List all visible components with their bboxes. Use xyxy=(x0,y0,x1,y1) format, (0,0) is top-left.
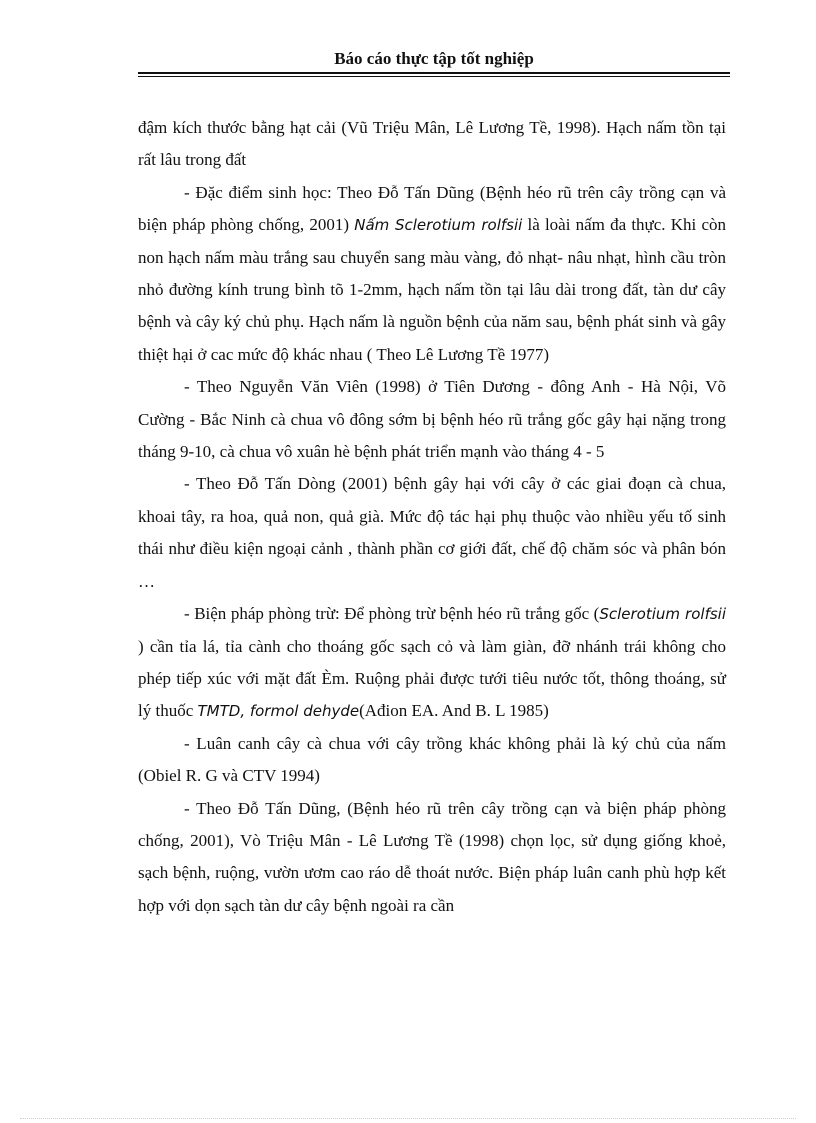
header-rule-thin xyxy=(138,76,730,77)
paragraph-5: - Biện pháp phòng trừ: Để phòng trừ bệnh héo rũ trắng gốc (Sclerotium rolfsii ) cần tỉa lá, tỉa cành cho thoáng gốc sạch cỏ và làm giàn, đỡ nhánh trái không cho phép tiếp xúc với mặt đất Èm. Ruộng phải được tưới tiêu nước tốt, thông thoáng, sử lý thuốc TMTD, formol dehyde(Ađion EA. And B. L 1985) xyxy=(138,604,726,721)
header-rule-thick xyxy=(138,72,730,74)
footer-dotted-line xyxy=(20,1118,796,1119)
paragraph-3: - Theo Nguyễn Văn Viên (1998) ở Tiên Dương - đông Anh - Hà Nội, Võ Cường - Bắc Ninh cà chua vô đông sớm bị bệnh héo rũ trắng gốc gây hại nặng trong tháng 9-10, cà chua vô xuân hè bệnh phát triển mạnh vào tháng 4 - 5 xyxy=(138,377,726,462)
paragraph-7: - Theo Đỗ Tấn Dũng, (Bệnh héo rũ trên cây trồng cạn và biện pháp phòng chống, 2001), Vò Triệu Mân - Lê Lương Tề (1998) chọn lọc, sử dụng giống khoẻ, sạch bệnh, ruộng, vườn ươm cao ráo dễ thoát nước. Biện pháp luân canh phù hợp kết hợp với dọn sạch tàn dư cây bệnh ngoài ra cần xyxy=(138,798,726,915)
chemical-name: TMTD, formol dehyde xyxy=(197,702,360,721)
paragraph-1: đậm kích thước bằng hạt cải (Vũ Triệu Mân, Lê Lương Tề, 1998). Hạch nấm tồn tại rất lâu trong đất xyxy=(138,118,726,170)
species-name: Nấm Sclerotium rolfsii xyxy=(354,216,523,235)
page-header-title: Báo cáo thực tập tốt nghiệp xyxy=(334,49,534,68)
body-text xyxy=(138,112,726,922)
paragraph-6: - Luân canh cây cà chua với cây trồng khác không phải là ký chủ của nấm (Obiel R. G và CTV 1994) xyxy=(138,733,726,786)
species-name: Sclerotium rolfsii xyxy=(599,605,726,624)
paragraph-4: - Theo Đỗ Tấn Dòng (2001) bệnh gây hại với cây ở các giai đoạn cà chua, khoai tây, ra hoa, quả non, quả già. Mức độ tác hại phụ thuộc vào nhiều yếu tố sinh thái như điều kiện ngoại cảnh , thành phần cơ giới đất, chế độ chăm sóc và phân bón … xyxy=(138,474,726,591)
paragraph-2: - Đặc điểm sinh học: Theo Đỗ Tấn Dũng (Bệnh héo rũ trên cây trồng cạn và biện pháp phòng chống, 2001) Nấm Sclerotium rolfsii là loài nấm đa thực. Khi còn non hạch nấm màu trắng sau chuyển sang màu vàng, đỏ nhạt- nâu nhạt, hình cầu tròn nhỏ đường kính trung bình tõ 1-2mm, hạch nấm tồn tại lâu dài trong đất, tàn dư cây bệnh và cây ký chủ phụ. Hạch nấm là nguồn bệnh của năm sau, bệnh phát sinh và gây thiệt hại ở cac mức độ khác nhau ( Theo Lê Lương Tề 1977) xyxy=(138,182,726,364)
